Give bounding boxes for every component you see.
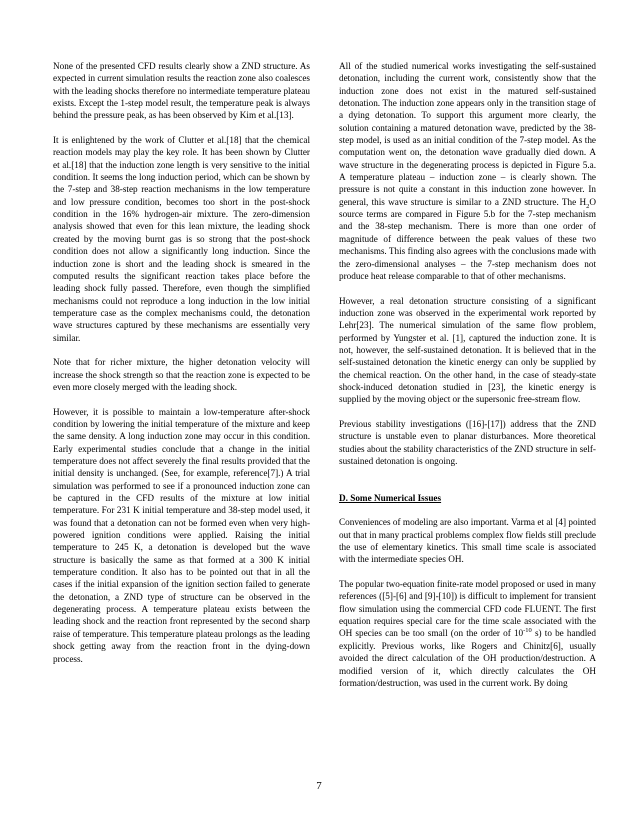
right-paragraph-3: Previous stability investigations ([16]-[17]) address that the ZND structure is unstable even to planar disturbances. More theoretical studies about the stability characteristics of the ZND structure in self-sustained detonation is ongoing. [339, 418, 596, 466]
right-paragraph-5 [339, 578, 596, 689]
left-paragraph-4: However, it is possible to maintain a low-temperature after-shock condition by lowering the initial temperature of the mixture and keep the same density. A long induction zone may occur in this condition. Early experimental studies conclude that a change in the initial temperature does not affect severely the final results provided that the initial density is unchanged. (See, for example, reference[7].) A trial simulation was performed to see if a pronounced induction zone can be captured in the CFD results of the mixture at low initial temperature. For 231 K initial temperature and 38-step model used, it was found that a detonation can not be formed even when very high-powered ignition conditions were applied. Raising the initial temperature to 245 K, a detonation is developed but the wave structure is basically the same as that formed at a 300 K initial temperature condition. It also has to be pointed out that in all the cases if the initial expansion of the ignition section failed to generate the detonation, a ZND type of structure can be observed in the degenerating process. A temperature plateau exists between the leading shock and the reaction front represented by the second sharp raise of temperature. This temperature plateau prolongs as the leading shock getting away from the reaction front in the dying-down process. [53, 406, 310, 664]
left-paragraph-2: It is enlightened by the work of Clutter et al.[18] that the chemical reaction models may play the key role. It has been shown by Clutter et al.[18] that the induction zone length is very sensitive to the initial condition. It seems the long induction period, which can be shown by the 7-step and 38-step reaction mechanisms in the low temperature and low pressure condition, becomes too short in the post-shock condition in the 16% hydrogen-air mixture. The zero-dimension analysis showed that even for this lean mixture, the leading shock created by the moving burnt gas is so strong that the post-shock condition does not allow a significantly long induction. Since the induction zone is short and the leading shock is smeared in the computed results the significant reaction takes place before the leading shock fully passed. Therefore, even though the simplified mechanisms could not reproduce a long induction in the low initial temperature case as the complex mechanisms could, the detonation wave structures captured by these mechanisms are essentially very similar. [53, 135, 310, 343]
section-gap [339, 480, 596, 492]
page-number: 7 [316, 780, 322, 792]
chem-formula-subscript: 2 [586, 202, 590, 210]
left-column [53, 60, 310, 677]
right-paragraph-4: Conveniences of modeling are also important. Varma et al [4] pointed out that in many practical problems complex flow fields still preclude the use of elementary kinetics. This small time scale is associated with the intermediate species OH. [339, 517, 596, 565]
chem-formula-o: O [589, 196, 596, 207]
right-paragraph-2: However, a real detonation structure consisting of a significant induction zone was observed in the experimental work reported by Lehr[23]. The numerical simulation of the same flow problem, performed by Yungster et al. [1], captured the induction zone. It is not, however, the self-sustained detonation. It is believed that in the self-sustained detonation the kinetic energy can only be supplied by the chemical reaction. On the other hand, in the case of steady-state shock-induced detonation studied in [23], the kinetic energy is supplied by the moving object or the supersonic free-stream flow. [339, 295, 596, 405]
left-paragraph-3: Note that for richer mixture, the higher detonation velocity will increase the shock strength so that the reaction zone is expected to be even more closely merged with the leading shock. [53, 357, 310, 392]
right-column [339, 60, 596, 702]
right-paragraph-5-rest: s) to be handled explicitly. Previous works, like Rogers and Chinitz[6], usually avoided the direct calculation of the OH production/destruction. A modified version of it, which directly calculates the OH formation/destruction, was used in the current work. By doing [339, 628, 596, 688]
right-paragraph-1-text: All of the studied numerical works investigating the self-sustained detonation, including the current work, consistently show that the induction zone does not exist in the matured self-sustained detonation. The induction zone appears only in the transition stage of a dying detonation. To support this argument more clearly, the solution containing a matured detonation wave, predicted by the 38-step model, is used as an initial condition of the 7-step model. As the computation went on, the detonation wave gradually died down. A wave structure in the degenerating process is depicted in Figure 5.a. A temperature plateau – induction zone – is clearly shown. The pressure is not quite a constant in this induction zone however. In general, this wave structure is similar to a ZND structure. The [339, 61, 596, 207]
chem-formula-h: H [579, 196, 587, 207]
section-heading: D. Some Numerical Issues [339, 492, 442, 503]
left-paragraph-1: None of the presented CFD results clearly show a ZND structure. As expected in current simulation results the reaction zone also coalesces with the leading shocks therefore no intermediate temperature plateau exists. Except the 1-step model result, the temperature peak is always behind the pressure peak, as has been observed by Kim et al.[13]. [53, 61, 310, 121]
right-paragraph-1-rest: source terms are compared in Figure 5.b for the 7-step mechanism and the 38-step mechanism. There is more than one order of magnitude of difference between the peak values of these two mechanisms. This finding also agrees with the conclusions made with the zero-dimensional analyses – the 7-step mechanism does not produce heat release comparable to that of other mechanisms. [339, 209, 596, 281]
right-paragraph-5-text: The popular two-equation finite-rate model proposed or used in many references ([5]-[6] and [9]-[10]) is difficult to implement for transient flow simulation using the commercial CFD code FLUENT. The first equation requires special care for the time scale associated with the OH species can be too small (on the order of 10 [339, 579, 596, 639]
exponent: -10 [523, 627, 532, 635]
right-paragraph-1 [339, 60, 596, 282]
